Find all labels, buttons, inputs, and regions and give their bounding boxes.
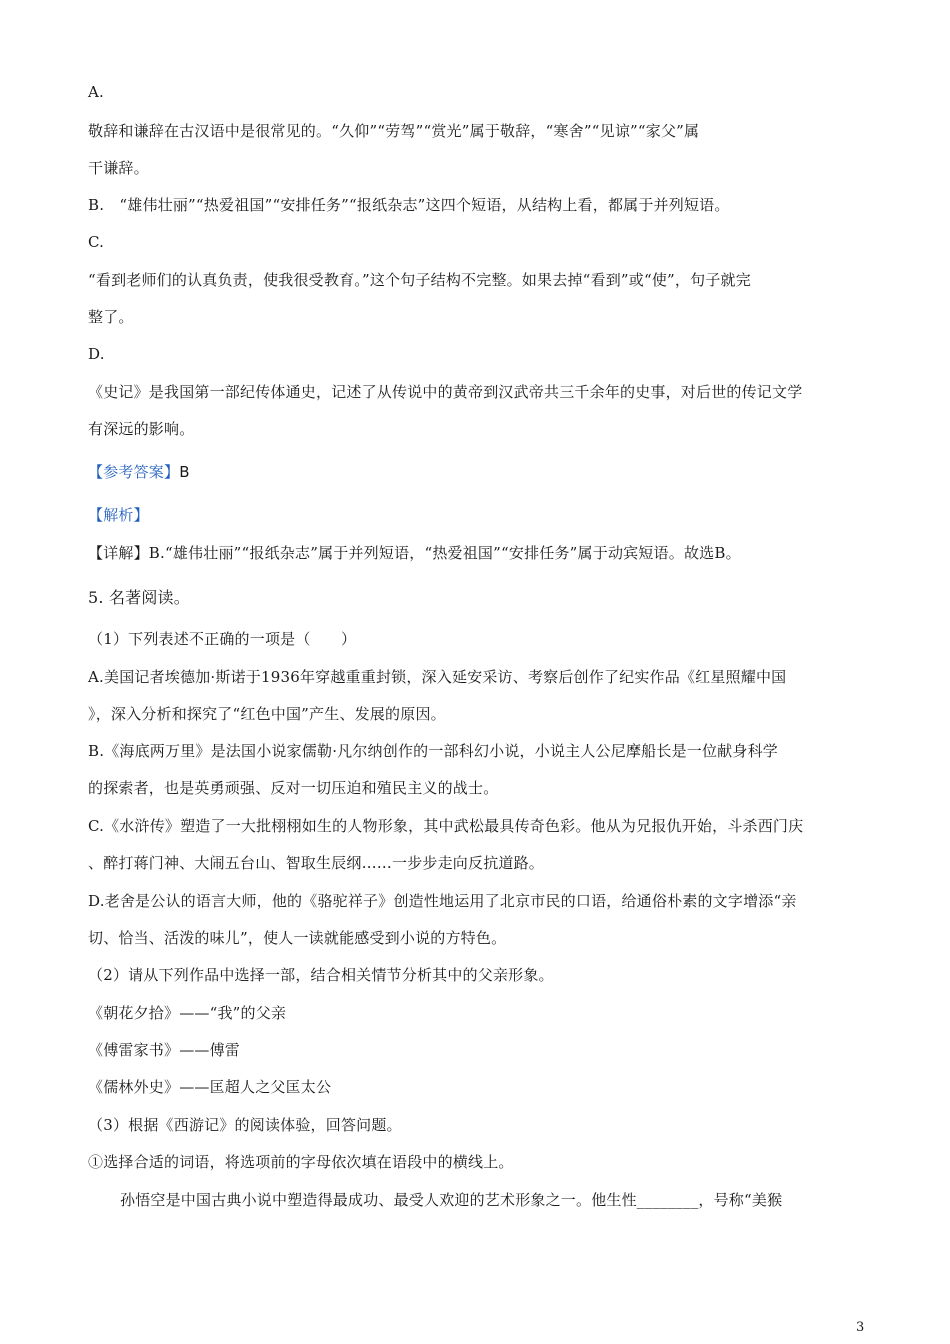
q5-option-a-line-2: 》，深入分析和探究了“红色中国”产生、发展的原因。 [88,705,446,723]
option-d-text-line-2: 有深远的影响。 [88,420,195,438]
reference-answer-label: 【参考答案】 [88,463,180,481]
work-item-2: 《傅雷家书》——傅雷 [88,1041,241,1059]
option-d-label: D. [88,345,105,363]
q5-option-c-line-1: C.《水浒传》塑造了一大批栩栩如生的人物形象，其中武松最具传奇色彩。他从为兄报仇开始，斗杀西门庆 [88,817,804,835]
passage-text: 孙悟空是中国古典小说中塑造得最成功、最受人欢迎的艺术形象之一。他生性________，号称“美猴 [120,1191,783,1209]
work-item-3: 《儒林外史》——匡超人之父匡太公 [88,1078,332,1096]
analysis-label: 【解析】 [88,506,149,524]
option-b-text: B. “雄伟壮丽”“热爱祖国”“安排任务”“报纸杂志”这四个短语，从结构上看，都属于并列短语。 [88,196,730,214]
q5-option-d-line-2: 切、恰当、活泼的味儿”，使人一读就能感受到小说的方特色。 [88,929,507,947]
reference-answer-value: B [179,463,190,481]
work-item-1: 《朝花夕拾》——“我”的父亲 [88,1004,287,1022]
question-5-part-3-sub-1: ①选择合适的词语，将选项前的字母依次填在语段中的横线上。 [88,1153,514,1171]
question-5-part-1: （1）下列表述不正确的一项是（ ） [88,630,357,648]
option-a-text-line-1: 敬辞和谦辞在古汉语中是很常见的。“久仰”“劳驾”“赏光”属于敬辞，“寒舍”“见谅”“家父”属 [88,122,700,140]
option-d-text-line-1: 《史记》是我国第一部纪传体通史，记述了从传说中的黄帝到汉武帝共三千余年的史事，对后世的传记文学 [88,383,803,401]
question-5-title: 5. 名著阅读。 [88,588,190,607]
question-5-part-3: （3）根据《西游记》的阅读体验，回答问题。 [88,1116,402,1134]
option-c-label: C. [88,233,105,251]
option-a-label: A. [88,83,105,101]
q5-option-b-line-1: B.《海底两万里》是法国小说家儒勒·凡尔纳创作的一部科幻小说，小说主人公尼摩船长是一位献身科学 [88,742,778,760]
reference-answer [88,462,868,482]
option-c-text-line-2: 整了。 [88,308,134,326]
q5-option-b-line-2: 的探索者，也是英勇顽强、反对一切压迫和殖民主义的战士。 [88,779,499,797]
page-number: 3 [856,1320,865,1335]
analysis-detail: 【详解】B.“雄伟壮丽”“报纸杂志”属于并列短语，“热爱祖国”“安排任务”属于动宾短语。故选B。 [88,544,741,562]
option-c-text-line-1: “看到老师们的认真负责，使我很受教育。”这个句子结构不完整。如果去掉“看到”或“使”，句子就完 [88,271,751,289]
q5-option-a-line-1: A.美国记者埃德加·斯诺于1936年穿越重重封锁，深入延安采访、考察后创作了纪实作品《红星照耀中国 [88,668,787,686]
option-a-text-line-2: 干谦辞。 [88,159,149,177]
q5-option-d-line-1: D.老舍是公认的语言大师，他的《骆驼祥子》创造性地运用了北京市民的口语，给通俗朴素的文字增添“亲 [88,892,797,910]
question-5-part-2: （2）请从下列作品中选择一部，结合相关情节分析其中的父亲形象。 [88,966,554,984]
q5-option-c-line-2: 、醉打蒋门神、大闹五台山、智取生辰纲……一步步走向反抗道路。 [88,854,545,872]
